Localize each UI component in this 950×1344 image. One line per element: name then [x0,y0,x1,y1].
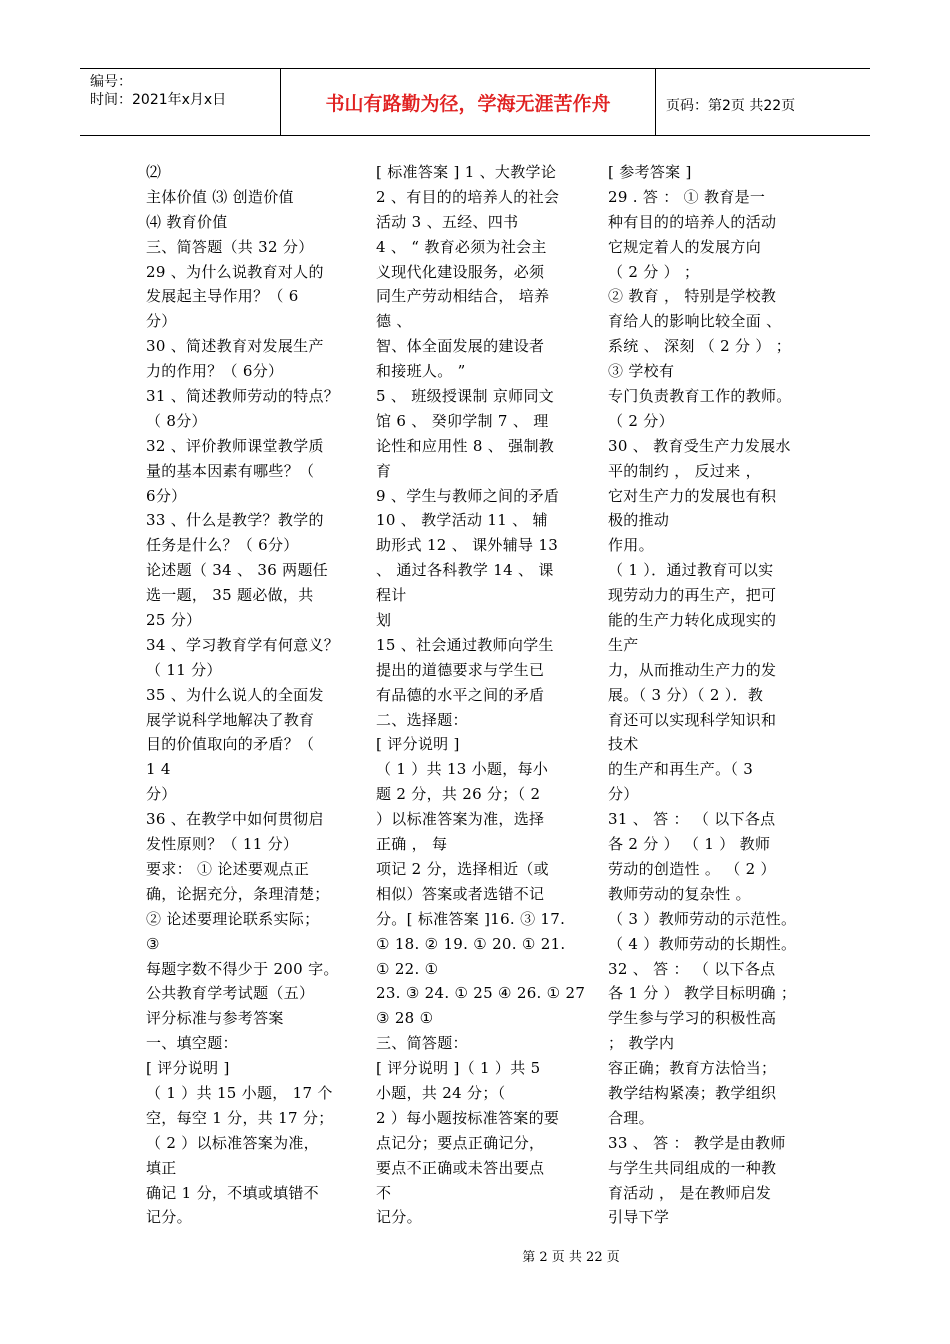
text-line: 它对生产力的发展也有积 [608,486,777,505]
text-line: 31 、简述教师劳动的特点？ [146,387,340,406]
text-line: 发展起主导作用？（ 6 [146,287,299,306]
text-line: 23. ③ 24. ① 25 ④ 26. ① 27 [376,984,586,1003]
text-line: 三、简答题（共 32 分） [146,237,314,256]
text-line: 论性和应用性 8 、 强制教 [376,436,555,455]
text-line: 学生参与学习的积极性高 [608,1009,777,1028]
header-page-label: 页码：第2页 共22页 [666,98,796,114]
text-line: 育 [376,461,392,480]
text-line: 义现代化建设服务，必须 [376,262,545,281]
motto: 书山有路勤为径，学海无涯苦作舟 [281,69,656,135]
text-line: 育活动 ， 是在教师启发 [608,1183,772,1202]
text-line: 展。（ 3 分）（ 2 ）．教 [608,685,764,704]
text-line: 确，论据充分，条理清楚； [146,884,330,903]
text-line: 德 、 [376,312,412,331]
text-line: ② 论述要理论联系实际； [146,909,320,928]
text-line: 容正确；教育方法恰当； [608,1059,777,1078]
text-line: 各 2 分 ） （ 1 ） 教师 [608,835,771,854]
text-line: 35 、为什么说人的全面发 [146,685,324,704]
text-line: 32 、评价教师课堂教学质 [146,436,324,455]
text-line: 25 分） [146,611,202,630]
text-line: （ 3 ）教师劳动的示范性。 [608,909,797,928]
text-line: [ 评分说明 ] [146,1059,230,1078]
text-line: 任务是什么？（ 6分） [146,536,299,555]
text-line: 助形式 12 、 课外辅导 13 [376,536,559,555]
text-line: 项记 2 分，选择相近（或 [376,859,549,878]
text-line: 二、选择题： [376,710,468,729]
text-line: 点记分；要点正确记分， [376,1133,545,1152]
text-line: 30 、简述教育对发展生产 [146,337,324,356]
text-line: 划 [376,611,392,630]
text-line: （ 2 ）以标准答案为准， [146,1133,319,1152]
text-line: 9 、学生与教师之间的矛盾 [376,486,560,505]
text-line: 分） [146,312,177,331]
text-line: ③ 学校有 [608,362,675,381]
text-line: ⑷ 教育价值 [146,212,228,231]
text-line: 确记 1 分，不填或填错不 [146,1183,319,1202]
text-line: ① 22. ① [376,959,439,978]
text-line: 同生产劳动相结合， 培养 [376,287,550,306]
text-line: 育还可以实现科学知识和 [608,710,777,729]
text-line: 记分。 [376,1208,422,1227]
text-line: 33 、什么是教学？教学的 [146,511,324,530]
text-line: 专门负责教育工作的教师。 [608,387,792,406]
text-line: 力，从而推动生产力的发 [608,660,777,679]
number-label: 编号： [90,74,132,90]
text-line: 分） [146,785,177,804]
text-line: （ 2 分 ） ； [608,262,700,281]
text-line: [ 评分说明 ] [376,735,460,754]
text-line: 目的价值取向的矛盾？（ [146,735,315,754]
text-line: 量的基本因素有哪些？（ [146,461,315,480]
text-line: （ 8分） [146,411,207,430]
text-line: 三、简答题： [376,1034,468,1053]
text-line: 34 、学习教育学有何意义？ [146,635,340,654]
text-line: 2 ）每小题按标准答案的要 [376,1108,560,1127]
text-line: 系统 、 深刻 （ 2 分 ） ； [608,337,792,356]
text-line: 论述题（ 34 、 36 两题任 [146,561,329,580]
text-line: 活动 3 、五经、四书 [376,212,519,231]
text-line: 填正 [146,1158,177,1177]
page-header [80,68,870,136]
text-line: 教师劳动的复杂性 。 [608,884,751,903]
text-line: 评分标准与参考答案 [146,1009,284,1028]
text-line: 能的生产力转化成现实的 [608,611,777,630]
text-line: 力的作用？（ 6分） [146,362,284,381]
text-column-1 [146,160,378,1230]
text-line: 育给人的影响比较全面 、 [608,312,782,331]
text-line: 发性原则？（ 11 分） [146,835,299,854]
text-line: ③ 28 ① [376,1009,434,1028]
text-line: ① 18. ② 19. ① 20. ① 21. [376,934,566,953]
text-line: 小题，共 24 分；（ [376,1083,506,1102]
text-line: 平的制约 ， 反过来 ， [608,461,761,480]
text-line: 不 [376,1183,392,1202]
text-line: 馆 6 、 癸卯学制 7 、 理 [376,411,549,430]
text-line: 空，每空 1 分，共 17 分； [146,1108,334,1127]
text-line: 5 、 班级授课制 京师同文 [376,387,555,406]
text-line: 智、体全面发展的建设者 [376,337,545,356]
text-line: 相似）答案或者选错不记 [376,884,545,903]
text-line: 劳动的创造性 。 （ 2 ） [608,859,776,878]
text-line: 要求： ① 论述要观点正 [146,859,310,878]
text-line: 33 、 答 ： 教学是由教师 [608,1133,786,1152]
text-line: 2 、有目的的培养人的社会 [376,187,560,206]
text-line: 记分。 [146,1208,192,1227]
text-line: （ 1 ）共 15 小题， 17 个 [146,1083,333,1102]
text-line: 一、填空题： [146,1034,238,1053]
text-line: 要点不正确或未答出要点 [376,1158,545,1177]
text-line: 题 2 分，共 26 分；（ 2 [376,785,541,804]
text-line: 29 、为什么说教育对人的 [146,262,324,281]
text-line: 10 、 教学活动 11 、 辅 [376,511,548,530]
text-line: 29 . 答 ： ① 教育是一 [608,187,766,206]
text-line: [ 评分说明 ]（ 1 ）共 5 [376,1059,541,1078]
text-line: 合理。 [608,1108,654,1127]
text-line: 分） [608,785,639,804]
text-line: 技术 [608,735,639,754]
text-line: （ 1 ）共 13 小题，每小 [376,760,549,779]
text-line: 32 、 答 ： （ 以下各点 [608,959,776,978]
time-label: 时间：2021年x月x日 [90,92,227,108]
text-line: 和接班人。 ” [376,362,466,381]
text-line: （ 11 分） [146,660,222,679]
text-line: 极的推动 [608,511,670,530]
text-line: 31 、 答 ： （ 以下各点 [608,810,776,829]
text-line: ）以标准答案为准，选择 [376,810,545,829]
text-column-3 [608,160,840,1230]
text-line: 作用。 [608,536,654,555]
text-line: ； 教学内 [608,1034,675,1053]
text-line: 36 、在教学中如何贯彻启 [146,810,324,829]
text-line: （ 2 分） [608,411,674,430]
text-line: [ 标准答案 ] 1 、大教学论 [376,163,557,181]
text-line: 15 、社会通过教师向学生 [376,635,554,654]
text-line: 、 通过各科教学 14 、 课 [376,561,554,580]
text-line: 6分） [146,486,187,505]
page-footer [0,1246,950,1265]
text-line: 主体价值 ⑶ 创造价值 [146,187,294,206]
text-line: 程计 [376,586,407,605]
header-info-cell [80,69,281,135]
text-line: 的生产和再生产。（ 3 [608,760,754,779]
text-line: （ 4 ）教师劳动的长期性。 [608,934,797,953]
text-line: 生产 [608,635,639,654]
text-line: 它规定着人的发展方向 [608,237,762,256]
text-line: 有品德的水平之间的矛盾 [376,685,545,704]
text-line: 正确 ， 每 [376,835,448,854]
text-line: 提出的道德要求与学生已 [376,660,545,679]
text-line: 种有目的的培养人的活动 [608,212,777,231]
text-line: ⑵ [146,163,162,181]
footer-page-number: 第 2 页 共 22 页 [522,1250,620,1265]
text-line: 公共教育学考试题（五） [146,984,315,1003]
text-line: 各 1 分 ） 教学目标明确 ； [608,984,797,1003]
text-column-2 [376,160,608,1230]
text-line: （ 1 ）．通过教育可以实 [608,561,774,580]
text-line: 1 4 [146,760,171,779]
text-line: 30 、 教育受生产力发展水 [608,436,791,455]
text-line: [ 参考答案 ] [608,163,692,181]
text-line: 教学结构紧凑；教学组织 [608,1083,777,1102]
text-line: ③ [146,934,160,953]
text-line: 选一题， 35 题必做，共 [146,586,314,605]
text-line: 引导下学 [608,1208,670,1227]
text-line: ② 教育 ， 特别是学校教 [608,287,777,306]
text-line: 4 、 “ 教育必须为社会主 [376,237,547,256]
text-line: 现劳动力的再生产，把可 [608,586,777,605]
text-line: 展学说科学地解决了教育 [146,710,315,729]
text-line: 分。[ 标准答案 ]16. ③ 17. [376,909,566,928]
text-line: 每题字数不得少于 200 字。 [146,959,339,978]
text-line: 与学生共同组成的一种教 [608,1158,777,1177]
